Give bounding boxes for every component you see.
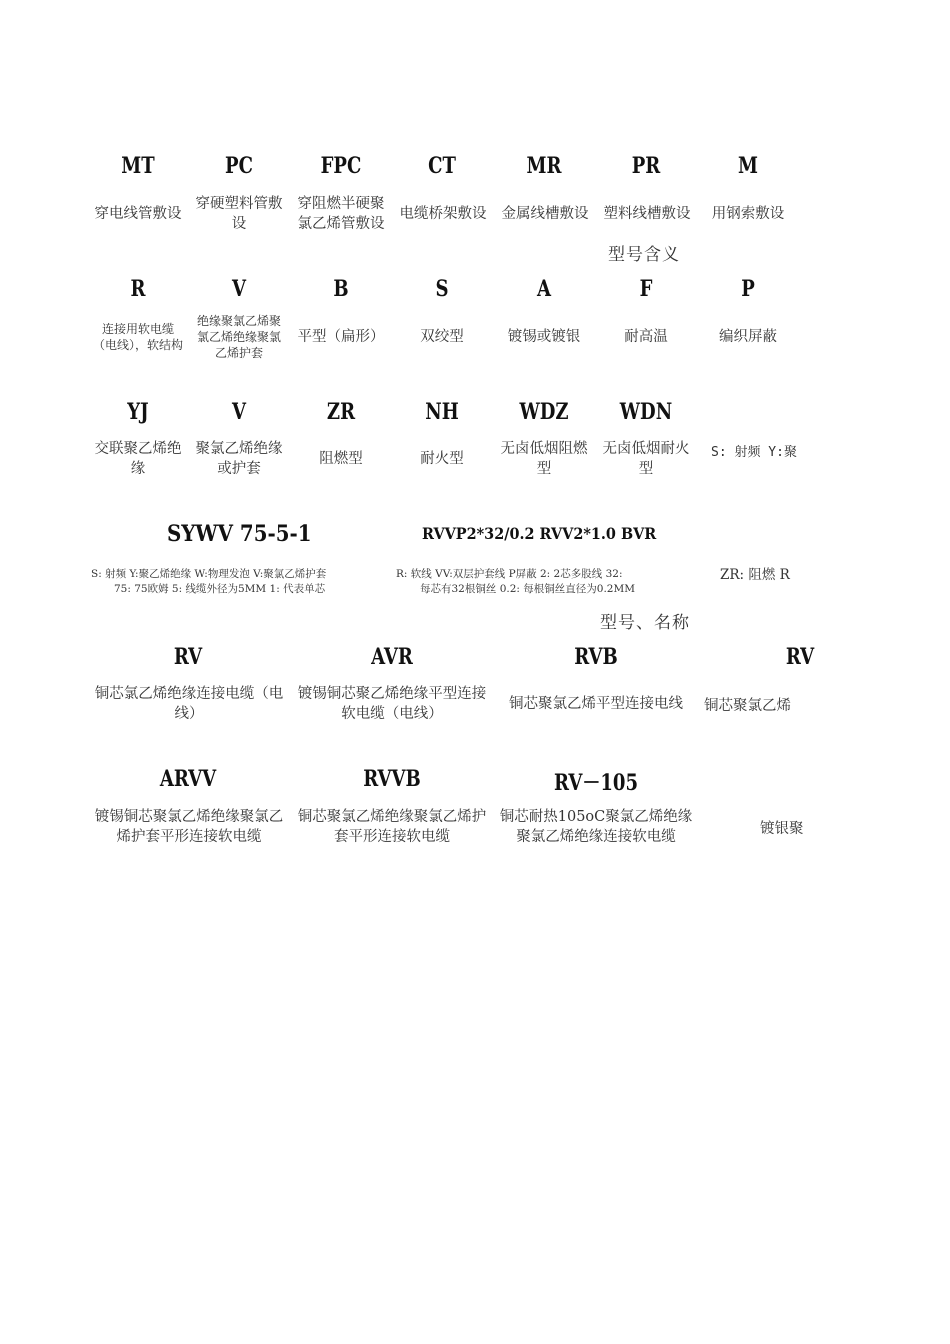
desc-cell: 镀锡铜芯聚氯乙烯绝缘聚氯乙烯护套平形连接软电缆	[94, 809, 284, 845]
desc-cell: 编织屏蔽	[719, 329, 777, 345]
desc-cell: 电缆桥架敷设	[399, 206, 487, 222]
example-note: 75: 75欧姆 5: 线缆外径为5MM 1: 代表单芯	[114, 583, 326, 595]
desc-cell: 双绞型	[420, 329, 464, 345]
desc-cell: 阻燃型	[319, 451, 363, 467]
code-cell: WDZ	[519, 399, 569, 425]
overflow-text: 铜芯聚氯乙烯	[704, 698, 791, 714]
code-cell: ARVV	[159, 766, 217, 792]
overflow-text: S: 射频 Y:聚	[711, 445, 797, 460]
code-cell: V	[231, 399, 246, 425]
desc-cell: 穿电线管敷设	[94, 206, 182, 222]
desc-cell: 镀锡或镀银	[507, 329, 581, 345]
desc-cell: 连接用软电缆（电线），软结构	[92, 322, 183, 352]
desc-cell: 铜芯聚氯乙烯平型连接电线	[509, 696, 683, 712]
desc-cell: 穿阻燃半硬聚氯乙烯管敷设	[297, 196, 385, 232]
desc-cell: 交联聚乙烯绝缘	[94, 441, 182, 477]
code-cell: RVB	[574, 644, 618, 670]
code-cell: MT	[121, 153, 155, 179]
overflow-text: ZR: 阻燃 R	[720, 567, 790, 583]
example-model-rvvp: RVVP2*32/0.2 RVV2*1.0 BVR	[422, 524, 657, 543]
section-heading: 型号、名称	[600, 613, 690, 633]
example-note: S: 射频 Y:聚乙烯绝缘 W:物理发泡 V:聚氯乙烯护套	[91, 568, 327, 580]
code-cell: R	[130, 276, 146, 302]
clipped-cell	[700, 644, 815, 674]
code-cell: YJ	[127, 399, 149, 425]
desc-cell: 用钢索敷设	[711, 206, 785, 222]
desc-cell: 聚氯乙烯绝缘或护套	[195, 441, 283, 477]
desc-cell: 无卤低烟阻燃型	[500, 441, 588, 477]
code-cell: MR	[526, 153, 562, 179]
code-cell: CT	[428, 153, 456, 179]
desc-cell: 无卤低烟耐火型	[602, 441, 690, 477]
code-cell: S	[435, 276, 449, 302]
code-cell: RV	[173, 644, 203, 670]
overflow-text: 镀银聚	[760, 821, 804, 837]
desc-cell: 镀锡铜芯聚乙烯绝缘平型连接软电缆（电线）	[297, 686, 487, 722]
desc-cell: 耐高温	[624, 329, 668, 345]
code-cell: RV－105	[553, 770, 639, 796]
code-cell: F	[639, 276, 653, 302]
code-cell: ZR	[326, 399, 356, 425]
desc-cell: 金属线槽敷设	[501, 206, 589, 222]
desc-cell: 耐火型	[420, 451, 464, 467]
code-cell: AVR	[371, 644, 413, 670]
code-cell: FPC	[320, 153, 362, 179]
code-cell: A	[536, 276, 551, 302]
example-note: R: 软线 VV:双层护套线 P屏蔽 2: 2芯多股线 32:	[396, 568, 623, 580]
desc-cell: 铜芯聚氯乙烯绝缘聚氯乙烯护套平形连接软电缆	[297, 809, 487, 845]
code-cell: V	[231, 276, 246, 302]
desc-cell: 铜芯氯乙烯绝缘连接电缆（电线）	[94, 686, 284, 722]
example-model-sywv: SYWV 75-5-1	[167, 521, 312, 547]
code-cell: PC	[225, 153, 253, 179]
desc-cell: 塑料线槽敷设	[603, 206, 691, 222]
desc-cell: 铜芯耐热105oC聚氯乙烯绝缘聚氯乙烯绝缘连接软电缆	[499, 809, 693, 845]
code-cell: WDN	[619, 399, 673, 425]
code-cell: NH	[425, 399, 459, 425]
code-cell: P	[741, 276, 755, 302]
desc-cell: 穿硬塑料管敷设	[195, 196, 283, 232]
desc-cell: 平型（扁形）	[297, 329, 385, 345]
code-cell: RV	[785, 644, 815, 670]
code-cell: RVVB	[363, 766, 421, 792]
code-cell: B	[333, 276, 349, 302]
code-cell: M	[738, 153, 758, 179]
example-note: 每芯有32根铜丝 0.2: 每根铜丝直径为0.2MM	[420, 583, 635, 595]
code-cell: PR	[631, 153, 661, 179]
desc-cell: 绝缘聚氯乙烯聚氯乙烯绝缘聚氯乙烯护套	[196, 314, 281, 360]
section-heading: 型号含义	[608, 245, 680, 265]
